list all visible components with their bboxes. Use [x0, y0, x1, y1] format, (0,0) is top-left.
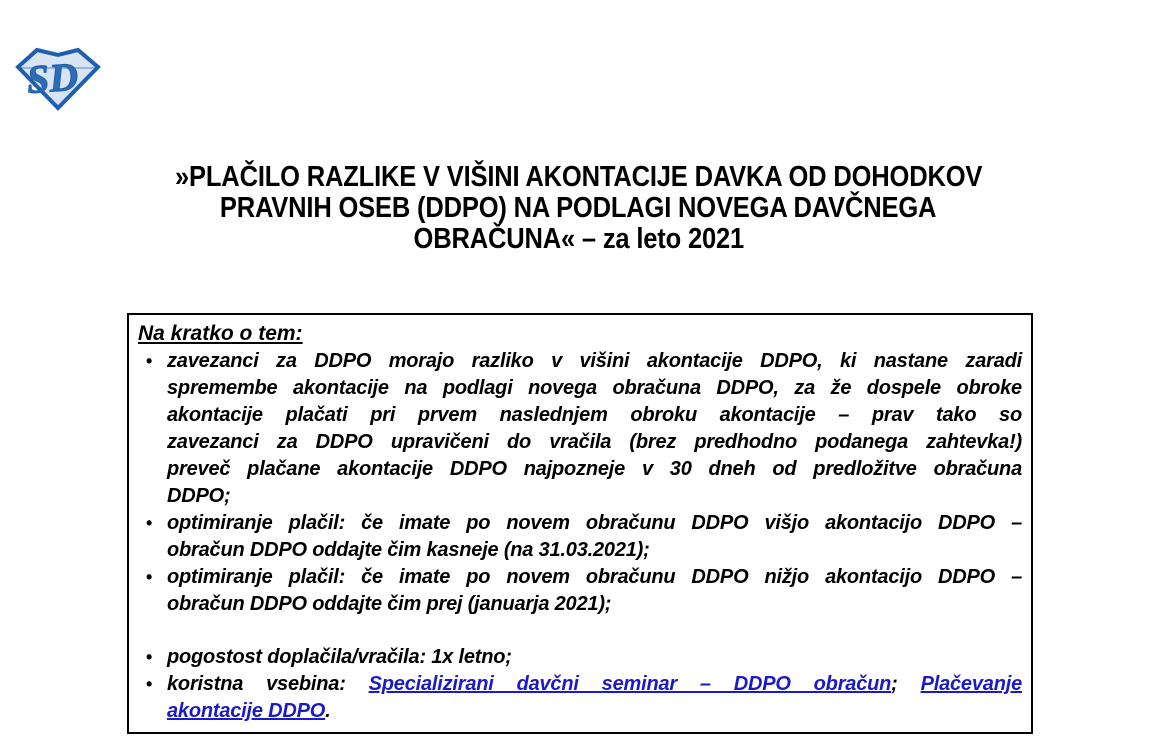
- title-line-3: [0, 224, 1157, 255]
- bullet-2-text: [167, 510, 1022, 564]
- title-line-2-text: PRAVNIH OSEB (DDPO) NA PODLAGI NOVEGA DAVČNEGA: [220, 192, 937, 224]
- company-logo: [14, 44, 102, 114]
- title-line-2: [0, 193, 1157, 224]
- summary-box: [127, 313, 1033, 734]
- text-line: akontacije plačati pri prvem naslednjem obroku akontacije – prav tako so: [167, 404, 1022, 426]
- bullet-icon: •: [146, 351, 153, 371]
- text-line: spremembe akontacije na podlagi novega obračuna DDPO, za že dospele obroke: [167, 377, 1022, 399]
- text-line: [167, 698, 1022, 725]
- text-line: optimiranje plačil: če imate po novem obračunu DDPO nižjo akontacijo DDPO –: [167, 566, 1022, 588]
- logo-letters: SD: [25, 53, 80, 103]
- bullet-4-text: [167, 644, 1022, 671]
- bullet-1-text: [167, 348, 1022, 510]
- document-title: [0, 162, 1157, 255]
- text-line: zavezanci za DDPO upravičeni do vračila (brez predhodno podanega zahtevka!): [167, 431, 1022, 453]
- bullet-icon: •: [146, 513, 153, 533]
- text-line: obračun DDPO oddajte čim kasneje (na 31.03.2021);: [167, 539, 650, 561]
- bullet-item-1: [138, 348, 1022, 510]
- text-line: pogostost doplačila/vračila: 1x letno;: [167, 646, 512, 668]
- box-heading: Na kratko o tem:: [138, 322, 303, 345]
- seminar-link[interactable]: Specializirani davčni seminar – DDPO obračun: [368, 673, 892, 695]
- payment-link-part-2[interactable]: akontacije DDPO: [167, 700, 326, 722]
- payment-link-part-1[interactable]: Plačevanje: [920, 673, 1022, 695]
- bullet-item-3: [138, 564, 1022, 618]
- sd-shield-icon: [14, 44, 102, 114]
- useful-content-label: koristna vsebina:: [167, 673, 369, 695]
- bullet-item-4: [138, 644, 1022, 671]
- text-line: DDPO;: [167, 485, 231, 507]
- title-line-1-text: »PLAČILO RAZLIKE V VIŠINI AKONTACIJE DAVKA OD DOHODKOV: [174, 161, 983, 193]
- text-line: [167, 671, 1022, 698]
- bullet-item-5: [138, 671, 1022, 725]
- bullet-icon: •: [146, 567, 153, 587]
- bullet-icon: •: [146, 647, 153, 667]
- bullet-icon: •: [146, 674, 153, 694]
- sentence-period: .: [325, 700, 331, 722]
- bullet-item-2: [138, 510, 1022, 564]
- title-line-3-text: OBRAČUNA« – za leto 2021: [413, 223, 744, 255]
- text-line: zavezanci za DDPO morajo razliko v višini akontacije DDPO, ki nastane zaradi: [167, 350, 1022, 372]
- bullet-3-text: [167, 564, 1022, 618]
- text-line: optimiranje plačil: če imate po novem obračunu DDPO višjo akontacijo DDPO –: [167, 512, 1022, 534]
- link-separator: ;: [891, 673, 921, 695]
- text-line: obračun DDPO oddajte čim prej (januarja 2021);: [167, 593, 612, 615]
- title-line-1: [0, 162, 1157, 193]
- text-line: preveč plačane akontacije DDPO najpozneje v 30 dneh od predložitve obračuna: [167, 458, 1022, 480]
- bullet-5-text: [167, 671, 1022, 725]
